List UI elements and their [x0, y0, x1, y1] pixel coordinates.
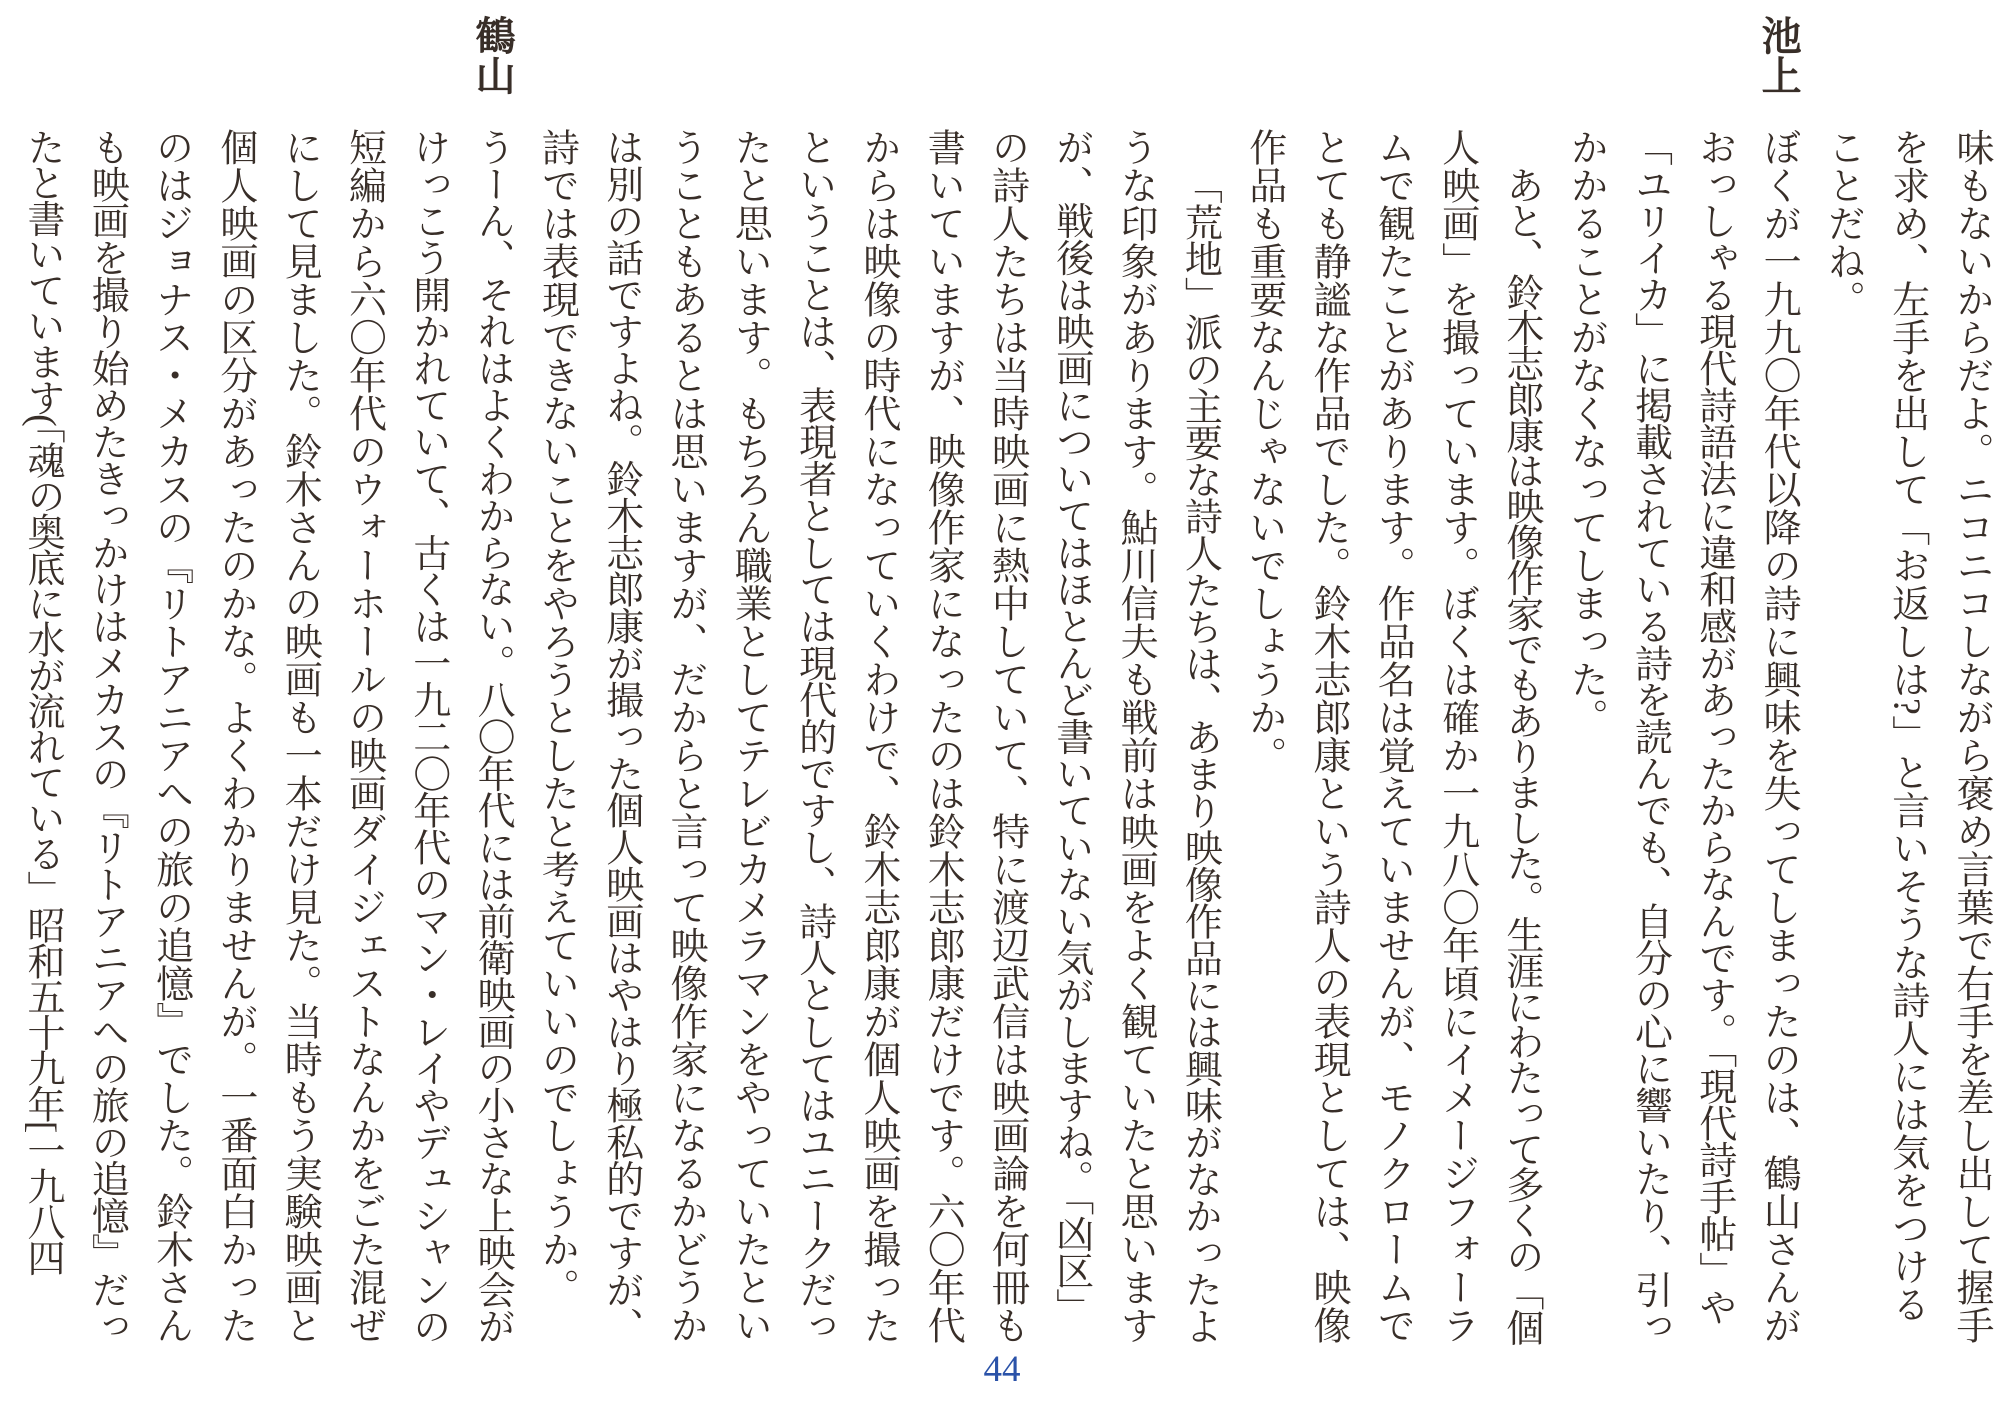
text-column: は別の話ですよね。鈴木志郎康が撮った個人映画はやはり極私的ですが、 — [599, 128, 642, 1345]
text-column: とても静謐な作品でした。鈴木志郎康という詩人の表現としては、映像 — [1307, 128, 1349, 1344]
text-column: を求め、左手を出して「お返しは?」と言いそうな詩人には気をつける — [1885, 128, 1928, 1323]
text-column: からは映像の時代になっていくわけで、鈴木志郎康が個人映画を撮った — [856, 128, 899, 1344]
speaker-label-ikegami: 池上 — [1756, 15, 1802, 95]
text-column: たと思います。もちろん職業としてテレビカメラマンをやっていたとい — [728, 128, 771, 1344]
text-column: 個人映画の区分があったのかな。よくわかりませんが。一番面白かった — [213, 128, 256, 1344]
text-column: 「荒地」派の主要な詩人たちは、あまり映像作品には興味がなかったよ — [1178, 166, 1221, 1344]
text-column: あと、鈴木志郎康は映像作家でもありました。生涯にわたって多くの「個 — [1499, 166, 1542, 1345]
text-column: うこともあるとは思いますが、だからと言って映像作家になるかどうか — [664, 128, 706, 1344]
text-column: が、戦後は映画についてはほとんど書いていない気がしますね。「凶区」 — [1049, 128, 1092, 1326]
page-number: 44 — [983, 1349, 1021, 1390]
text-column: うーん、それはよくわからない。八〇年代には前衛映画の小さな上映会が — [471, 128, 514, 1345]
text-column: も映画を撮り始めたきっかけはメカスの『リトアニアへの旅の追憶』だっ — [85, 128, 128, 1345]
text-column: にして見ました。鈴木さんの映画も一本だけ見た。当時もう実験映画と — [278, 128, 321, 1344]
text-column: の詩人たちは当時映画に熱中していて、特に渡辺武信は映画論を何冊も — [985, 128, 1028, 1344]
text-column: かかることがなくなってしまった。 — [1564, 128, 1607, 736]
text-column: けっこう開かれていて、古くは一九二〇年代のマン・レイやデュシャンの — [406, 128, 449, 1345]
text-column: 味もないからだよ。ニコニコしながら褒め言葉で右手を差し出して握手 — [1950, 128, 1992, 1344]
text-column: ぼくが一九九〇年代以降の詩に興味を失ってしまったのは、鶴山さんが — [1757, 128, 1800, 1344]
text-column: のはジョナス・メカスの『リトアニアへの旅の追憶』でした。鈴木さん — [149, 128, 192, 1344]
text-column: ことだね。 — [1821, 128, 1864, 318]
text-column: 短編から六〇年代のウォーホールの映画ダイジェストなんかをごた混ぜ — [342, 128, 385, 1344]
text-column: ムで観たことがあります。作品名は覚えていませんが、モノクロームで — [1371, 128, 1414, 1344]
text-column: たと書いています(「魂の奥底に水が流れている」昭和五十九年[一九八四 — [21, 128, 63, 1275]
text-column: 人映画」を撮っています。ぼくは確か一九八〇年頃にイメージフォーラ — [1435, 128, 1478, 1344]
text-column: うな印象があります。鮎川信夫も戦前は映画をよく観ていたと思います — [1114, 128, 1157, 1344]
text-column: おっしゃる現代詩語法に違和感があったからなんです。「現代詩手帖」や — [1692, 128, 1735, 1326]
text-column: 「ユリイカ」に掲載されている詩を読んでも、自分の心に響いたり、引っ — [1628, 128, 1671, 1345]
speaker-label-tsuruyama: 鶴山 — [470, 15, 516, 95]
text-column: ということは、表現者としては現代的ですし、詩人としてはユニークだっ — [792, 128, 835, 1345]
text-column: 詩では表現できないことをやろうとしたと考えていいのでしょうか。 — [535, 128, 578, 1306]
text-column: 書いていますが、映像作家になったのは鈴木志郎康だけです。六〇年代 — [921, 128, 964, 1344]
text-column: 作品も重要なんじゃないでしょうか。 — [1242, 128, 1285, 774]
